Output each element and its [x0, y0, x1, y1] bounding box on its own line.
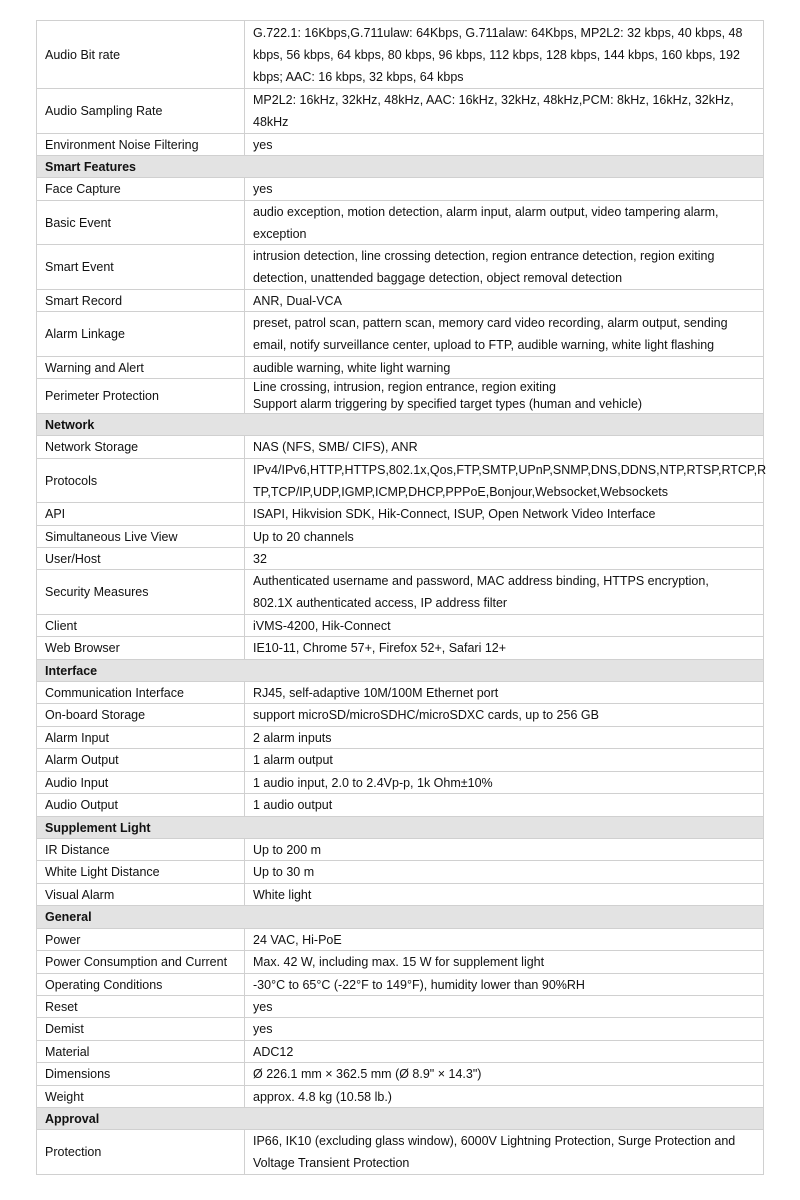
- spec-row-on-board-storage: [36, 704, 764, 727]
- spec-row-api: [36, 503, 764, 526]
- spec-value-line: kbps, 56 kbps, 64 kbps, 80 kbps, 96 kbps, 112 kbps, 128 kbps, 144 kbps, 160 kbps, 192: [253, 47, 740, 62]
- spec-value-line: 48kHz: [253, 115, 289, 129]
- spec-value: [245, 1130, 763, 1174]
- spec-row-face-capture: [36, 178, 764, 201]
- spec-label: Smart Record: [37, 290, 245, 311]
- spec-row-ir-distance: [36, 839, 764, 861]
- spec-value: [245, 357, 763, 378]
- spec-value-line: Voltage Transient Protection: [253, 1156, 410, 1170]
- spec-row-client: [36, 615, 764, 637]
- spec-row-protection: [36, 1130, 764, 1175]
- spec-label: Audio Sampling Rate: [37, 89, 245, 133]
- spec-row-dimensions: [36, 1063, 764, 1086]
- spec-value: [245, 134, 763, 155]
- spec-row-smart-event: [36, 245, 764, 290]
- spec-row-alarm-output: [36, 749, 764, 772]
- spec-row-demist: [36, 1018, 764, 1041]
- spec-label: Operating Conditions: [37, 974, 245, 995]
- spec-row-simultaneous-live-view: [36, 526, 764, 548]
- section-header-general: [36, 906, 764, 929]
- spec-row-white-light-distance: [36, 861, 764, 884]
- spec-row-power-consumption-and-current: [36, 951, 764, 974]
- spec-value: [245, 884, 763, 905]
- spec-value-line: Up to 30 m: [253, 865, 315, 879]
- spec-row-weight: [36, 1086, 764, 1108]
- spec-value-line: yes: [253, 999, 273, 1014]
- spec-label: Power Consumption and Current: [37, 951, 245, 973]
- spec-value: [245, 201, 763, 244]
- spec-value-line: yes: [253, 182, 273, 196]
- spec-row-perimeter-protection: [36, 379, 764, 414]
- spec-value-line: Up to 20 channels: [253, 529, 354, 544]
- spec-value-line: IPv4/IPv6,HTTP,HTTPS,802.1x,Qos,FTP,SMTP,UPnP,SNMP,DNS,DDNS,NTP,RTSP,RTCP,R: [253, 462, 767, 477]
- spec-value: [245, 379, 763, 413]
- spec-value-line: MP2L2: 16kHz, 32kHz, 48kHz, AAC: 16kHz, 32kHz, 48kHz,PCM: 8kHz, 16kHz, 32kHz,: [253, 93, 734, 107]
- spec-row-protocols: [36, 459, 767, 503]
- spec-label: Alarm Input: [37, 727, 245, 748]
- spec-value: [245, 312, 763, 356]
- spec-label: Material: [37, 1041, 245, 1062]
- spec-row-audio-sampling-rate: [36, 89, 764, 134]
- section-header-interface: [36, 660, 764, 682]
- spec-label: API: [37, 503, 245, 525]
- section-title: General: [37, 906, 763, 928]
- spec-value-line: detection, unattended baggage detection, object removal detection: [253, 271, 623, 285]
- spec-row-reset: [36, 996, 764, 1018]
- spec-label: Weight: [37, 1086, 245, 1107]
- spec-value: [245, 21, 763, 88]
- spec-value-line: Up to 200 m: [253, 842, 322, 857]
- spec-value: [245, 794, 763, 816]
- spec-label: Reset: [37, 996, 245, 1017]
- section-title: Network: [37, 414, 763, 435]
- spec-label: White Light Distance: [37, 861, 245, 883]
- section-title: Approval: [37, 1108, 763, 1129]
- spec-value-line: audible warning, white light warning: [253, 360, 451, 375]
- spec-row-audio-input: [36, 772, 764, 794]
- spec-row-material: [36, 1041, 764, 1063]
- spec-value-line: IP66, IK10 (excluding glass window), 6000V Lightning Protection, Surge Protection and: [253, 1134, 736, 1148]
- spec-value-line: intrusion detection, line crossing detection, region entrance detection, region exiting: [253, 249, 715, 263]
- spec-value-line: 2 alarm inputs: [253, 730, 332, 745]
- spec-label: Web Browser: [37, 637, 245, 659]
- spec-value: [245, 570, 763, 614]
- spec-value-line: 1 alarm output: [253, 753, 333, 767]
- spec-row-user-host: [36, 548, 764, 570]
- section-title: Smart Features: [37, 156, 763, 177]
- spec-label: IR Distance: [37, 839, 245, 860]
- spec-value: [245, 1018, 763, 1040]
- spec-value-line: ADC12: [253, 1044, 294, 1059]
- spec-label: Security Measures: [37, 570, 245, 614]
- spec-label: Protocols: [37, 459, 245, 502]
- spec-value: [245, 1063, 763, 1085]
- spec-label: Simultaneous Live View: [37, 526, 245, 547]
- section-header-smart-features: [36, 156, 764, 178]
- spec-label: Protection: [37, 1130, 245, 1174]
- spec-value: [245, 503, 763, 525]
- spec-value-line: preset, patrol scan, pattern scan, memory card video recording, alarm output, sending: [253, 316, 728, 330]
- spec-label: Audio Bit rate: [37, 21, 245, 88]
- spec-value-line: ISAPI, Hikvision SDK, Hik-Connect, ISUP, Open Network Video Interface: [253, 507, 656, 521]
- spec-label: Alarm Output: [37, 749, 245, 771]
- spec-value-line: Ø 226.1 mm × 362.5 mm (Ø 8.9" × 14.3"): [253, 1067, 482, 1081]
- spec-label: Network Storage: [37, 436, 245, 458]
- spec-label: Alarm Linkage: [37, 312, 245, 356]
- section-header-supplement-light: [36, 817, 764, 839]
- spec-value: [245, 727, 763, 748]
- spec-label: Power: [37, 929, 245, 950]
- spec-row-alarm-linkage: [36, 312, 764, 357]
- spec-value-line: G.722.1: 16Kbps,G.711ulaw: 64Kbps, G.711alaw: 64Kbps, MP2L2: 32 kbps, 40 kbps, 48: [253, 25, 743, 40]
- spec-label: Warning and Alert: [37, 357, 245, 378]
- spec-value-line: 32: [253, 551, 267, 566]
- spec-value: [245, 749, 763, 771]
- spec-value: [245, 637, 763, 659]
- spec-value-line: -30°C to 65°C (-22°F to 149°F), humidity lower than 90%RH: [253, 977, 585, 992]
- spec-value: [245, 772, 763, 793]
- section-title: Supplement Light: [37, 817, 763, 838]
- spec-value-line: White light: [253, 887, 312, 902]
- spec-label: Environment Noise Filtering: [37, 134, 245, 155]
- spec-label: On-board Storage: [37, 704, 245, 726]
- spec-value: [245, 951, 763, 973]
- spec-value-line: email, notify surveillance center, upload to FTP, audible warning, white light flashing: [253, 338, 715, 352]
- spec-value-line: 802.1X authenticated access, IP address filter: [253, 596, 508, 610]
- spec-label: Face Capture: [37, 178, 245, 200]
- spec-value-line: 24 VAC, Hi-PoE: [253, 932, 342, 947]
- section-header-approval: [36, 1108, 764, 1130]
- spec-label: Demist: [37, 1018, 245, 1040]
- spec-value: [245, 290, 763, 311]
- spec-value-line: NAS (NFS, SMB/ CIFS), ANR: [253, 440, 418, 454]
- spec-label: Visual Alarm: [37, 884, 245, 905]
- spec-value-line: exception: [253, 226, 307, 241]
- spec-row-audio-bit-rate: [36, 21, 764, 89]
- spec-value: [245, 245, 763, 289]
- spec-value-line: IE10-11, Chrome 57+, Firefox 52+, Safari 12+: [253, 641, 507, 655]
- spec-value: [245, 996, 763, 1017]
- spec-row-power: [36, 929, 764, 951]
- spec-value-line: approx. 4.8 kg (10.58 lb.): [253, 1089, 392, 1104]
- spec-value: [245, 615, 763, 636]
- spec-value: [245, 526, 763, 547]
- spec-row-communication-interface: [36, 682, 764, 704]
- spec-row-network-storage: [36, 436, 764, 459]
- spec-value: [245, 548, 763, 569]
- spec-value-line: Support alarm triggering by specified target types (human and vehicle): [253, 397, 643, 411]
- spec-value: [245, 974, 763, 995]
- spec-row-audio-output: [36, 794, 764, 817]
- spec-value-line: Line crossing, intrusion, region entrance, region exiting: [253, 380, 556, 394]
- spec-row-warning-and-alert: [36, 357, 764, 379]
- spec-label: Smart Event: [37, 245, 245, 289]
- spec-label: Audio Output: [37, 794, 245, 816]
- spec-value: [245, 682, 763, 703]
- spec-label: Communication Interface: [37, 682, 245, 703]
- spec-value: [245, 1041, 763, 1062]
- section-header-network: [36, 414, 764, 436]
- spec-value-line: yes: [253, 1022, 273, 1036]
- section-title: Interface: [37, 660, 763, 681]
- spec-value: [245, 436, 763, 458]
- spec-value-line: RJ45, self-adaptive 10M/100M Ethernet port: [253, 685, 499, 700]
- spec-label: Audio Input: [37, 772, 245, 793]
- spec-table: [36, 20, 767, 1175]
- spec-row-smart-record: [36, 290, 764, 312]
- spec-label: Dimensions: [37, 1063, 245, 1085]
- spec-label: Client: [37, 615, 245, 636]
- spec-row-alarm-input: [36, 727, 764, 749]
- spec-value: [245, 178, 763, 200]
- spec-value-line: Authenticated username and password, MAC address binding, HTTPS encryption,: [253, 574, 709, 588]
- spec-row-basic-event: [36, 201, 764, 245]
- spec-row-operating-conditions: [36, 974, 764, 996]
- spec-row-security-measures: [36, 570, 764, 615]
- spec-value: [245, 704, 763, 726]
- spec-row-web-browser: [36, 637, 764, 660]
- spec-value-line: ANR, Dual-VCA: [253, 293, 342, 308]
- spec-value-line: Max. 42 W, including max. 15 W for supplement light: [253, 955, 545, 969]
- spec-value-line: yes: [253, 137, 273, 152]
- spec-label: Perimeter Protection: [37, 379, 245, 413]
- spec-label: User/Host: [37, 548, 245, 569]
- spec-value-line: audio exception, motion detection, alarm input, alarm output, video tampering alarm,: [253, 204, 719, 219]
- spec-label: Basic Event: [37, 201, 245, 244]
- spec-value: [245, 929, 763, 950]
- spec-value-line: 1 audio output: [253, 798, 333, 812]
- spec-value-line: kbps; AAC: 16 kbps, 32 kbps, 64 kbps: [253, 69, 464, 84]
- spec-value-line: iVMS-4200, Hik-Connect: [253, 618, 391, 633]
- spec-value: [245, 1086, 763, 1107]
- spec-row-environment-noise-filtering: [36, 134, 764, 156]
- spec-row-visual-alarm: [36, 884, 764, 906]
- spec-value: [245, 89, 763, 133]
- spec-value-line: TP,TCP/IP,UDP,IGMP,ICMP,DHCP,PPPoE,Bonjour,Websocket,Websockets: [253, 484, 669, 499]
- spec-value-line: 1 audio input, 2.0 to 2.4Vp-p, 1k Ohm±10%: [253, 775, 493, 790]
- spec-value: [245, 861, 763, 883]
- spec-value-line: support microSD/microSDHC/microSDXC cards, up to 256 GB: [253, 708, 599, 722]
- spec-value: [245, 459, 774, 502]
- spec-value: [245, 839, 763, 860]
